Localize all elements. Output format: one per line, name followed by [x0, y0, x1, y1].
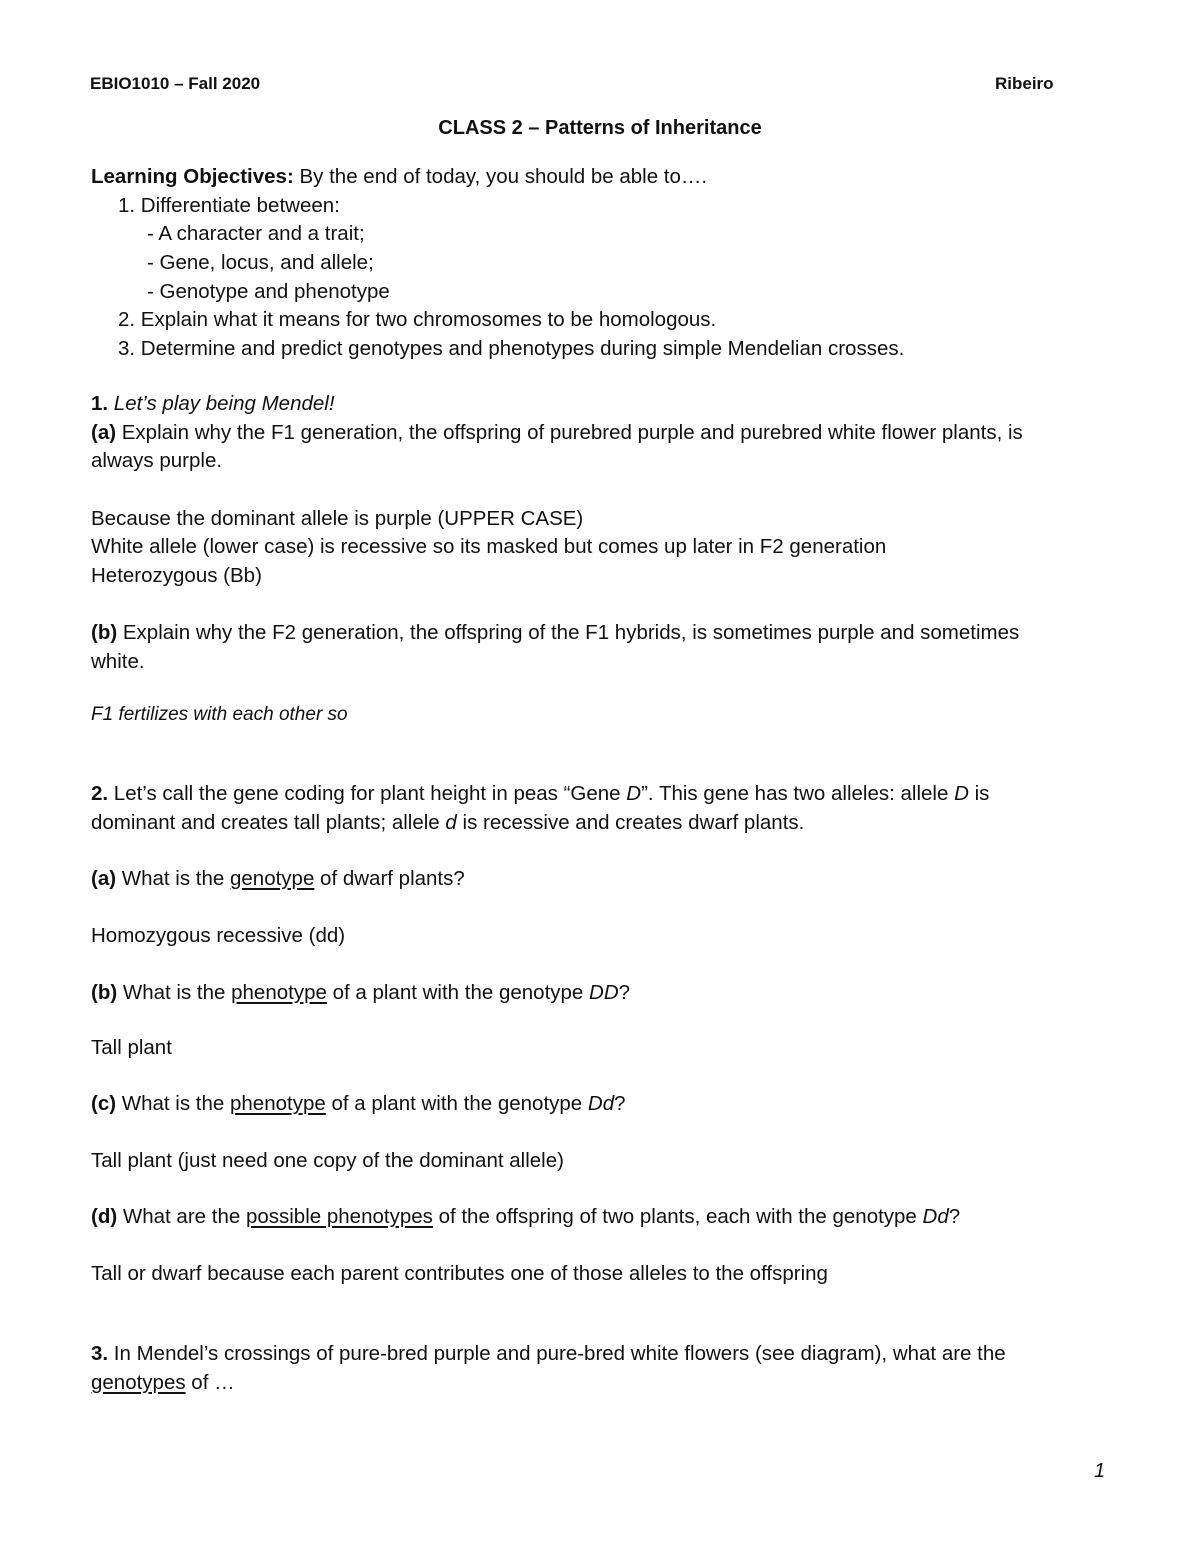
- question-2c-prompt: [91, 1090, 626, 1118]
- question-number: 2.: [91, 782, 109, 805]
- part-label: (b): [91, 621, 118, 644]
- part-label: (a): [91, 421, 117, 444]
- author-header: Ribeiro: [995, 74, 1054, 93]
- intro-text: is: [968, 782, 990, 805]
- answer-line: White allele (lower case) is recessive so its masked but comes up later in F2 generation: [91, 535, 887, 558]
- intro-text: Let’s call the gene coding for plant height in peas “Gene: [108, 782, 627, 805]
- objective-subitem: - A character and a trait;: [147, 222, 365, 245]
- course-header: EBIO1010 – Fall 2020: [90, 74, 261, 93]
- prompt-text: Explain why the F2 generation, the offspring of the F1 hybrids, is sometimes purple and sometimes: [117, 621, 1020, 644]
- prompt-text: ?: [614, 1092, 626, 1115]
- answer-line: Tall plant: [91, 1036, 172, 1059]
- page-number: 1: [1094, 1460, 1106, 1482]
- objective-subitem: - Genotype and phenotype: [147, 280, 390, 303]
- question-2a-prompt: [91, 865, 465, 893]
- prompt-text: What are the: [117, 1205, 246, 1228]
- prompt-text: Explain why the F1 generation, the offspring of purebred purple and purebred white flower plants, is: [116, 421, 1023, 444]
- answer-line: Heterozygous (Bb): [91, 564, 262, 587]
- question-heading-text: Let’s play being Mendel!: [108, 392, 335, 415]
- answer-line: Because the dominant allele is purple (UPPER CASE): [91, 507, 584, 530]
- question-number: 1.: [91, 392, 109, 415]
- answer-line: Tall plant (just need one copy of the dominant allele): [91, 1149, 564, 1172]
- question-number: 3.: [91, 1342, 109, 1365]
- part-label: (c): [91, 1092, 117, 1115]
- intro-text: is recessive and creates dwarf plants.: [456, 811, 805, 834]
- genotype-symbol: Dd: [922, 1205, 949, 1228]
- intro-text: ”. This gene has two alleles: allele: [641, 782, 955, 805]
- prompt-text: of a plant with the genotype: [325, 1092, 588, 1115]
- answer-line: F1 fertilizes with each other so: [91, 704, 348, 725]
- question-1b-prompt: [91, 619, 1019, 647]
- page-title: CLASS 2 – Patterns of Inheritance: [438, 117, 762, 139]
- prompt-text: of dwarf plants?: [314, 867, 465, 890]
- key-term: genotype: [230, 867, 315, 890]
- intro-text: dominant and creates tall plants; allele: [91, 811, 446, 834]
- prompt-text: ?: [618, 981, 631, 1004]
- answer-line: Tall or dwarf because each parent contributes one of those alleles to the offspring: [91, 1262, 828, 1285]
- question-2-intro: [91, 780, 989, 808]
- question-1a-prompt: [91, 419, 1023, 447]
- prompt-text: ?: [948, 1205, 961, 1228]
- allele-symbol: d: [445, 811, 457, 834]
- objective-item: 3. Determine and predict genotypes and phenotypes during simple Mendelian crosses.: [118, 337, 905, 360]
- gene-symbol: D: [626, 782, 642, 805]
- question-1a-prompt-cont: always purple.: [91, 449, 223, 472]
- allele-symbol: D: [954, 782, 969, 805]
- objective-item: 2. Explain what it means for two chromosomes to be homologous.: [118, 308, 717, 331]
- prompt-text: In Mendel’s crossings of pure-bred purple and pure-bred white flowers (see diagram), what are the: [108, 1342, 1006, 1365]
- question-1-heading: [91, 390, 335, 418]
- question-3-prompt: [91, 1340, 1006, 1368]
- prompt-text: of …: [185, 1371, 235, 1394]
- part-label: (b): [91, 981, 118, 1004]
- key-term: genotypes: [91, 1371, 186, 1394]
- question-3-prompt-cont: [91, 1369, 235, 1397]
- prompt-text: What is the: [116, 867, 230, 890]
- part-label: (d): [91, 1205, 118, 1228]
- prompt-text: What is the: [117, 981, 232, 1004]
- question-1b-prompt-cont: white.: [91, 650, 145, 673]
- objectives-intro: [91, 163, 707, 191]
- objective-item: 1. Differentiate between:: [118, 194, 340, 217]
- question-2d-prompt: [91, 1203, 960, 1231]
- genotype-symbol: DD: [589, 981, 619, 1004]
- prompt-text: of a plant with the genotype: [326, 981, 590, 1004]
- objective-subitem: - Gene, locus, and allele;: [147, 251, 374, 274]
- genotype-symbol: Dd: [587, 1092, 615, 1115]
- part-label: (a): [91, 867, 117, 890]
- key-term: possible phenotypes: [245, 1205, 433, 1228]
- question-2b-prompt: [91, 979, 630, 1007]
- question-2-intro-cont: [91, 809, 804, 837]
- objectives-intro-text: By the end of today, you should be able to….: [293, 165, 708, 188]
- key-term: phenotype: [230, 1092, 326, 1115]
- prompt-text: of the offspring of two plants, each with the genotype: [432, 1205, 923, 1228]
- key-term: phenotype: [231, 981, 327, 1004]
- objectives-label: Learning Objectives:: [91, 165, 294, 188]
- answer-line: Homozygous recessive (dd): [91, 924, 346, 947]
- prompt-text: What is the: [116, 1092, 230, 1115]
